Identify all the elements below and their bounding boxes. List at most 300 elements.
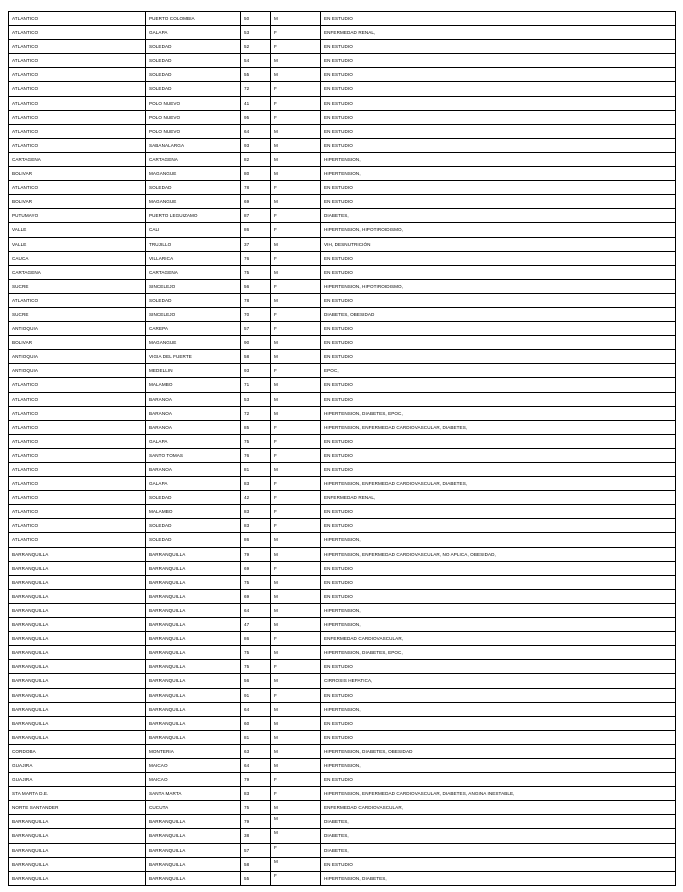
table-row	[9, 110, 676, 124]
cell-department: STA MARTA D.E.	[9, 787, 146, 801]
table-row	[9, 138, 676, 152]
cell-municipality: MALAMBO	[146, 505, 241, 519]
cell-age: 79	[241, 547, 271, 561]
cell-department: BARRANQUILLA	[9, 561, 146, 575]
table-row	[9, 322, 676, 336]
cell-diagnosis: EN ESTUDIO	[321, 251, 676, 265]
cell-municipality: BARRANQUILLA	[146, 829, 241, 843]
cell-age: 52	[241, 40, 271, 54]
cell-department: ANTIOQUIA	[9, 322, 146, 336]
cell-sex: M	[271, 68, 321, 82]
cell-municipality: VIGIA DEL FUERTE	[146, 350, 241, 364]
cell-municipality: SOLEDAD	[146, 519, 241, 533]
table-row	[9, 392, 676, 406]
cell-municipality: BARRANQUILLA	[146, 589, 241, 603]
cell-age: 56	[241, 674, 271, 688]
cell-department: ATLANTICO	[9, 96, 146, 110]
cell-diagnosis: EPOC,	[321, 364, 676, 378]
cell-sex: M	[271, 167, 321, 181]
cell-diagnosis: EN ESTUDIO	[321, 82, 676, 96]
cell-diagnosis: EN ESTUDIO	[321, 195, 676, 209]
cell-diagnosis: EN ESTUDIO	[321, 181, 676, 195]
table-row	[9, 491, 676, 505]
cell-age: 72	[241, 82, 271, 96]
cell-diagnosis: EN ESTUDIO	[321, 378, 676, 392]
cases-table	[8, 11, 676, 886]
table-row	[9, 336, 676, 350]
cell-age: 91	[241, 688, 271, 702]
cell-municipality: SOLEDAD	[146, 181, 241, 195]
cell-municipality: MALAMBO	[146, 378, 241, 392]
cell-municipality: MAGANGUE	[146, 195, 241, 209]
cell-diagnosis: EN ESTUDIO	[321, 773, 676, 787]
cell-age: 37	[241, 237, 271, 251]
cell-sex: F	[271, 26, 321, 40]
table-row	[9, 448, 676, 462]
cell-department: BARRANQUILLA	[9, 575, 146, 589]
cell-age: 82	[241, 152, 271, 166]
cell-diagnosis: EN ESTUDIO	[321, 265, 676, 279]
table-row	[9, 547, 676, 561]
cell-department: CARTAGENA	[9, 152, 146, 166]
cell-department: ATLANTICO	[9, 378, 146, 392]
table-row	[9, 279, 676, 293]
cell-municipality: CUCUTA	[146, 801, 241, 815]
cell-sex: M	[271, 265, 321, 279]
cell-diagnosis: HIPERTENSION,	[321, 758, 676, 772]
cell-sex: F	[271, 223, 321, 237]
cell-municipality: MAGANGUE	[146, 167, 241, 181]
table-row	[9, 40, 676, 54]
cell-sex: F	[271, 477, 321, 491]
cell-department: BARRANQUILLA	[9, 688, 146, 702]
cell-sex: M	[271, 589, 321, 603]
cell-department: ATLANTICO	[9, 463, 146, 477]
cell-age: 69	[241, 561, 271, 575]
cell-age: 87	[241, 209, 271, 223]
cell-age: 64	[241, 758, 271, 772]
cell-sex: F	[271, 420, 321, 434]
cell-sex: F	[271, 307, 321, 321]
cell-municipality: BARRANQUILLA	[146, 716, 241, 730]
cell-municipality: BARRANQUILLA	[146, 618, 241, 632]
cell-diagnosis: HIPERTENSION, DIABETES,	[321, 871, 676, 885]
table-row	[9, 251, 676, 265]
cell-municipality: MAGANGUE	[146, 336, 241, 350]
cell-municipality: POLO NUEVO	[146, 124, 241, 138]
cell-department: BARRANQUILLA	[9, 618, 146, 632]
cell-sex: M	[271, 378, 321, 392]
cell-diagnosis: EN ESTUDIO	[321, 730, 676, 744]
cell-municipality: BARRANQUILLA	[146, 871, 241, 885]
cell-municipality: BARRANQUILLA	[146, 674, 241, 688]
cell-sex: M	[271, 138, 321, 152]
cell-sex: M	[271, 744, 321, 758]
table-row	[9, 26, 676, 40]
cell-municipality: SOLEDAD	[146, 491, 241, 505]
cell-age: 83	[241, 787, 271, 801]
cell-diagnosis: CIRROSIS HEPATICA,	[321, 674, 676, 688]
table-row	[9, 702, 676, 716]
cell-municipality: CARTAGENA	[146, 265, 241, 279]
cell-department: ATLANTICO	[9, 26, 146, 40]
cell-diagnosis: EN ESTUDIO	[321, 575, 676, 589]
cell-diagnosis: EN ESTUDIO	[321, 350, 676, 364]
cell-age: 69	[241, 195, 271, 209]
cell-diagnosis: EN ESTUDIO	[321, 505, 676, 519]
cell-diagnosis: EN ESTUDIO	[321, 54, 676, 68]
cell-sex: F	[271, 632, 321, 646]
cell-diagnosis: DIABETES,	[321, 815, 676, 829]
table-row	[9, 533, 676, 547]
table-row	[9, 857, 676, 871]
cell-municipality: SANTO TOMAS	[146, 448, 241, 462]
table-row	[9, 660, 676, 674]
cell-municipality: SINCELEJO	[146, 279, 241, 293]
cell-diagnosis: ENFERMEDAD CARDIOVASCULAR,	[321, 632, 676, 646]
cell-sex: M	[271, 533, 321, 547]
cell-department: BARRANQUILLA	[9, 603, 146, 617]
table-row	[9, 237, 676, 251]
cell-department: ATLANTICO	[9, 533, 146, 547]
cell-diagnosis: EN ESTUDIO	[321, 12, 676, 26]
cell-diagnosis: ENFERMEDAD CARDIOVASCULAR,	[321, 801, 676, 815]
cell-age: 75	[241, 801, 271, 815]
cell-department: BARRANQUILLA	[9, 702, 146, 716]
table-row	[9, 730, 676, 744]
cell-diagnosis: HIPERTENSION,	[321, 618, 676, 632]
cell-sex: M	[271, 603, 321, 617]
table-row	[9, 82, 676, 96]
cell-sex: F	[271, 561, 321, 575]
cell-diagnosis: ENFERMEDAD RENAL,	[321, 491, 676, 505]
cell-age: 78	[241, 293, 271, 307]
cell-department: ATLANTICO	[9, 124, 146, 138]
cell-municipality: BARRANQUILLA	[146, 575, 241, 589]
cell-department: BARRANQUILLA	[9, 857, 146, 871]
cell-sex: M	[271, 801, 321, 815]
cell-sex: F	[271, 181, 321, 195]
cell-municipality: BARRANQUILLA	[146, 815, 241, 829]
cell-department: ATLANTICO	[9, 54, 146, 68]
cell-age: 76	[241, 251, 271, 265]
cell-sex: M	[271, 237, 321, 251]
cell-department: BARRANQUILLA	[9, 589, 146, 603]
table-row	[9, 561, 676, 575]
cell-municipality: VILLARICA	[146, 251, 241, 265]
table-row	[9, 505, 676, 519]
cell-department: SUCRE	[9, 307, 146, 321]
cell-diagnosis: HIPERTENSION, ENFERMEDAD CARDIOVASCULAR, DIABETES,	[321, 420, 676, 434]
cell-age: 95	[241, 110, 271, 124]
cell-municipality: BARRANQUILLA	[146, 730, 241, 744]
cell-age: 75	[241, 575, 271, 589]
cell-diagnosis: EN ESTUDIO	[321, 392, 676, 406]
cases-table-container	[8, 11, 675, 886]
cell-municipality: SOLEDAD	[146, 82, 241, 96]
cell-department: ATLANTICO	[9, 293, 146, 307]
cell-sex: M	[271, 54, 321, 68]
cell-municipality: MAICAO	[146, 773, 241, 787]
cell-sex: F	[271, 96, 321, 110]
cell-municipality: BARANOA	[146, 463, 241, 477]
table-row	[9, 265, 676, 279]
cell-municipality: BARANOA	[146, 420, 241, 434]
cell-age: 93	[241, 138, 271, 152]
cell-diagnosis: DIABETES, OBESIDAD	[321, 307, 676, 321]
cell-age: 55	[241, 68, 271, 82]
cell-age: 83	[241, 477, 271, 491]
cell-age: 78	[241, 181, 271, 195]
cell-department: BARRANQUILLA	[9, 646, 146, 660]
table-row	[9, 618, 676, 632]
cell-department: ATLANTICO	[9, 434, 146, 448]
cell-municipality: SINCELEJO	[146, 307, 241, 321]
cell-department: BOLIVAR	[9, 336, 146, 350]
cell-age: 47	[241, 618, 271, 632]
table-row	[9, 350, 676, 364]
cell-municipality: SOLEDAD	[146, 533, 241, 547]
cell-diagnosis: EN ESTUDIO	[321, 688, 676, 702]
cell-sex: F	[271, 843, 321, 857]
cell-diagnosis: HIPERTENSION, ENFERMEDAD CARDIOVASCULAR, DIABETES, ANGINA INESTABLE,	[321, 787, 676, 801]
cell-sex: M	[271, 195, 321, 209]
cell-department: BARRANQUILLA	[9, 829, 146, 843]
cell-department: VALLE	[9, 223, 146, 237]
cell-diagnosis: DIABETES,	[321, 829, 676, 843]
cell-sex: M	[271, 674, 321, 688]
cell-diagnosis: EN ESTUDIO	[321, 660, 676, 674]
cell-sex: M	[271, 392, 321, 406]
cell-sex: M	[271, 702, 321, 716]
cell-department: ATLANTICO	[9, 477, 146, 491]
cell-department: ATLANTICO	[9, 406, 146, 420]
cell-department: BARRANQUILLA	[9, 632, 146, 646]
cell-diagnosis: HIPERTENSION,	[321, 152, 676, 166]
cell-department: BARRANQUILLA	[9, 815, 146, 829]
cell-age: 93	[241, 364, 271, 378]
cell-municipality: BARRANQUILLA	[146, 857, 241, 871]
cell-sex: F	[271, 251, 321, 265]
cell-diagnosis: HIPERTENSION, HIPOTIROIDISMO,	[321, 279, 676, 293]
cell-department: GUAJIRA	[9, 773, 146, 787]
cell-municipality: TRUJILLO	[146, 237, 241, 251]
cell-diagnosis: HIPERTENSION,	[321, 603, 676, 617]
cell-department: CARTAGENA	[9, 265, 146, 279]
cell-diagnosis: EN ESTUDIO	[321, 138, 676, 152]
cell-age: 58	[241, 350, 271, 364]
cell-diagnosis: EN ESTUDIO	[321, 716, 676, 730]
cell-municipality: SOLEDAD	[146, 293, 241, 307]
table-row	[9, 293, 676, 307]
cell-department: BARRANQUILLA	[9, 871, 146, 885]
cell-department: ATLANTICO	[9, 420, 146, 434]
cell-diagnosis: EN ESTUDIO	[321, 322, 676, 336]
cell-diagnosis: EN ESTUDIO	[321, 561, 676, 575]
cell-sex: F	[271, 505, 321, 519]
cell-municipality: CARTAGENA	[146, 152, 241, 166]
cell-diagnosis: HIPERTENSION,	[321, 702, 676, 716]
cell-age: 75	[241, 660, 271, 674]
cell-age: 58	[241, 857, 271, 871]
cell-department: SUCRE	[9, 279, 146, 293]
cell-municipality: POLO NUEVO	[146, 110, 241, 124]
cell-diagnosis: EN ESTUDIO	[321, 519, 676, 533]
cell-diagnosis: EN ESTUDIO	[321, 463, 676, 477]
cell-age: 81	[241, 730, 271, 744]
cell-sex: F	[271, 209, 321, 223]
cell-age: 60	[241, 716, 271, 730]
cell-department: GUAJIRA	[9, 758, 146, 772]
table-row	[9, 209, 676, 223]
cell-diagnosis: ENFERMEDAD RENAL,	[321, 26, 676, 40]
cell-age: 57	[241, 322, 271, 336]
cell-department: VALLE	[9, 237, 146, 251]
cell-sex: M	[271, 336, 321, 350]
cell-diagnosis: EN ESTUDIO	[321, 293, 676, 307]
cell-sex: M	[271, 152, 321, 166]
cell-department: BARRANQUILLA	[9, 674, 146, 688]
cell-municipality: MEDELLIN	[146, 364, 241, 378]
cell-age: 54	[241, 54, 271, 68]
table-row	[9, 195, 676, 209]
cell-sex: F	[271, 110, 321, 124]
cell-sex: M	[271, 350, 321, 364]
table-row	[9, 167, 676, 181]
cell-age: 42	[241, 491, 271, 505]
table-row	[9, 463, 676, 477]
cell-sex: M	[271, 857, 321, 871]
cell-age: 81	[241, 463, 271, 477]
cell-municipality: SOLEDAD	[146, 54, 241, 68]
cell-sex: F	[271, 491, 321, 505]
cell-sex: F	[271, 364, 321, 378]
cell-department: ATLANTICO	[9, 519, 146, 533]
cell-municipality: BARRANQUILLA	[146, 660, 241, 674]
cell-diagnosis: EN ESTUDIO	[321, 40, 676, 54]
cell-age: 75	[241, 265, 271, 279]
table-row	[9, 589, 676, 603]
table-row	[9, 787, 676, 801]
cell-age: 71	[241, 378, 271, 392]
cell-diagnosis: HIPERTENSION, HIPOTIROIDISMO,	[321, 223, 676, 237]
cell-sex: F	[271, 773, 321, 787]
cell-age: 41	[241, 96, 271, 110]
cell-diagnosis: EN ESTUDIO	[321, 448, 676, 462]
cell-municipality: SOLEDAD	[146, 40, 241, 54]
cell-age: 85	[241, 420, 271, 434]
cell-sex: M	[271, 716, 321, 730]
table-row	[9, 758, 676, 772]
table-row	[9, 124, 676, 138]
cell-sex: M	[271, 758, 321, 772]
cell-age: 56	[241, 279, 271, 293]
table-row	[9, 843, 676, 857]
cell-sex: M	[271, 829, 321, 843]
cell-age: 64	[241, 603, 271, 617]
cell-age: 64	[241, 124, 271, 138]
cell-municipality: CAREPA	[146, 322, 241, 336]
cell-department: ATLANTICO	[9, 505, 146, 519]
cell-department: CORDOBA	[9, 744, 146, 758]
cell-department: BARRANQUILLA	[9, 843, 146, 857]
cell-department: ATLANTICO	[9, 82, 146, 96]
cell-diagnosis: VIH, DESNUTRICIÓN	[321, 237, 676, 251]
cell-diagnosis: EN ESTUDIO	[321, 68, 676, 82]
cell-sex: M	[271, 293, 321, 307]
table-row	[9, 420, 676, 434]
cell-diagnosis: EN ESTUDIO	[321, 336, 676, 350]
table-row	[9, 378, 676, 392]
cell-department: CAUCA	[9, 251, 146, 265]
table-row	[9, 688, 676, 702]
cell-age: 90	[241, 336, 271, 350]
cell-age: 53	[241, 26, 271, 40]
table-row	[9, 223, 676, 237]
cell-department: BARRANQUILLA	[9, 730, 146, 744]
cell-age: 76	[241, 448, 271, 462]
cell-age: 69	[241, 589, 271, 603]
cell-department: ATLANTICO	[9, 491, 146, 505]
cell-department: ATLANTICO	[9, 68, 146, 82]
cell-sex: M	[271, 463, 321, 477]
table-row	[9, 406, 676, 420]
cell-municipality: SABANALARGA	[146, 138, 241, 152]
cell-age: 70	[241, 307, 271, 321]
cell-department: PUTUMAYO	[9, 209, 146, 223]
table-row	[9, 307, 676, 321]
cell-age: 75	[241, 434, 271, 448]
cell-department: ATLANTICO	[9, 138, 146, 152]
cell-age: 50	[241, 12, 271, 26]
cell-age: 75	[241, 646, 271, 660]
cell-sex: M	[271, 575, 321, 589]
cell-age: 83	[241, 505, 271, 519]
cell-department: ATLANTICO	[9, 110, 146, 124]
table-row	[9, 744, 676, 758]
cell-municipality: SOLEDAD	[146, 68, 241, 82]
cell-municipality: BARRANQUILLA	[146, 843, 241, 857]
cell-department: NORTE SANTANDER	[9, 801, 146, 815]
table-row	[9, 632, 676, 646]
cell-sex: F	[271, 82, 321, 96]
cell-sex: M	[271, 730, 321, 744]
cell-municipality: PUERTO LEGUIZAMO	[146, 209, 241, 223]
cell-sex: M	[271, 124, 321, 138]
cell-age: 86	[241, 632, 271, 646]
table-row	[9, 773, 676, 787]
cell-department: ATLANTICO	[9, 448, 146, 462]
table-row	[9, 434, 676, 448]
cell-diagnosis: HIPERTENSION, DIABETES, EPOC,	[321, 406, 676, 420]
cell-diagnosis: HIPERTENSION, DIABETES, EPOC,	[321, 646, 676, 660]
cell-municipality: BARANOA	[146, 406, 241, 420]
table-row	[9, 181, 676, 195]
cell-municipality: BARRANQUILLA	[146, 646, 241, 660]
cell-diagnosis: DIABETES,	[321, 843, 676, 857]
table-row	[9, 801, 676, 815]
cell-diagnosis: HIPERTENSION, ENFERMEDAD CARDIOVASCULAR, NO APLICA, OBESIDAD,	[321, 547, 676, 561]
table-row	[9, 871, 676, 885]
cell-department: ATLANTICO	[9, 392, 146, 406]
cell-age: 57	[241, 843, 271, 857]
cell-municipality: POLO NUEVO	[146, 96, 241, 110]
cell-age: 63	[241, 744, 271, 758]
cell-municipality: BARRANQUILLA	[146, 561, 241, 575]
cell-department: BOLIVAR	[9, 167, 146, 181]
cases-table-body	[9, 12, 676, 886]
cell-sex: M	[271, 406, 321, 420]
